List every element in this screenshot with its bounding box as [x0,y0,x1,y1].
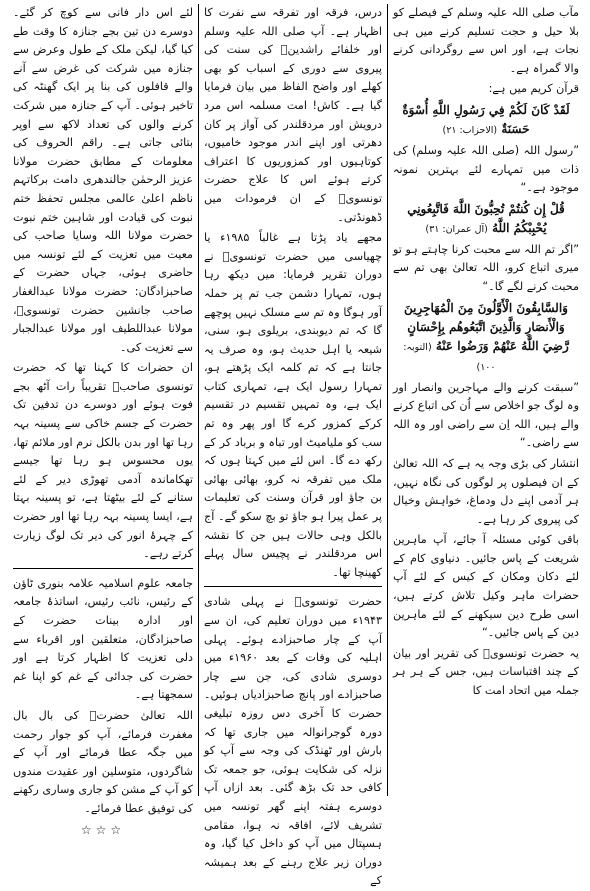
left-paragraph-4: اللہ تعالیٰ حضرتؒ کی بال بال مغفرت فرمائے، آپ کو جوار رحمت میں جگہ عطا فرمائے اور آپ کے شاگردوں، متوسلین اور عقیدت مندوں کو آپ کے مشن کو جاری وساری رکھنے کی توفیق عطا فرمائے۔ [13,708,193,815]
right-paragraph-2: قرآن کریم میں ہے: [488,82,579,96]
three-column-layout [6,4,584,888]
middle-paragraph-2: مجھے یاد پڑتا ہے غالباً ۱۹۸۵ء یا چھیاسی میں حضرت تونسویؒ نے دوران تقریر فرمایا: میں دیکھ رہا ہوں، تمہارا دشمن جب تم پر حملہ آور ہوگا وہ تم سے مسلک نہیں پوچھے گا کہ تم دیوبندی، بریلوی ہو، سنی، شیعہ یا اہل حدیث ہو، وہ صرف یہ جانتا ہے کہ تم کلمہ ایک پڑھتے ہو، تمہارا رسول ایک ہے، تمہاری کتاب ایک ہے، وہ تمہیں تقسیم در تقسیم کرکے کمزور کرے گا اور پھر وہ تم سب کو ملیامیٹ اور تباہ و برباد کر کے رکھ دے گا۔ اس لئے میں کہتا ہوں کہ ملک میں تفرقہ نہ کرو، بھائی بھائی بن جاؤ اور قرآن وسنت کی تعلیمات پر عمل پیرا ہو جاؤ تو بچ سکو گے۔ آج بالکل وہی حالات ہیں جن کا نقشہ اس مردقلندر نے پچیس سال پہلے کھینچا تھا۔ [204,231,382,579]
left-paragraph-2: ان حضرات کا کہنا تھا کہ حضرت تونسوی صاحبؒ تقریباً رات آٹھ بجے فوت ہوئے اور دوسرے دن تدفین تک حضرت کے جسم خاکی سے پسینہ بہہ رہا تھا اور بدن بالکل نرم اور ملائم تھا، یوں محسوس ہو رہا تھا جیسے تھکاماندہ آدمی تھوڑی دیر کے لئے ستانے کے لئے بیٹھتا ہے، تو پسینہ بہتا ہے، ایسا پسینہ بہہ رہا تھا اور حضرت کے چہرۂ انور کی دیر تک لوگ زیارت کرتے رہے۔ [13,361,193,561]
left-paragraph-1: لئے اس دار فانی سے کوچ کر گئے۔ دوسرے دن تین بجے جنازہ کا وقت طے کیا گیا، لیکن ملک کے طول وعرض سے جنازہ میں شرکت کی غرض سے آنے والے قافلوں کی بنا پر ایک گھنٹہ کی تاخیر ہوئی۔ آپ کے جنازہ میں شرکت کرنے والوں کی تعداد لاکھ سے اوپر بتائی جاتی ہے۔ راقم الحروف کی معلومات کے مطابق حضرت مولانا عزیز الرحمٰن جالندھری دامت برکاتہم ناظم اعلیٰ عالمی مجلس تحفظ ختم نبوت کی قیادت اور شاہین ختم نبوت حضرت مولانا اللہ وسایا صاحب کی معیت میں تعزیت کے لئے تونسہ میں حاضری ہوئی، جہاں حضرت کے صاحبزادگان: حضرت مولانا عبدالغفار صاحب جانشین حضرت تونسویؒ، مولانا عبداللطیف اور مولانا عبدالجبار سے تعزیت کی۔ [13,6,193,354]
quran-verse-2-text: قُلْ إِن كُنتُمْ تُحِبُّونَ اللَّهَ فَاتَّبِعُونِي يُحْبِبْكُمُ اللَّهُ [407,201,565,235]
quran-verse-1-reference: (الاحزاب: ۲۱) [442,124,498,136]
section-divider [204,586,382,587]
quran-verse-3-reference: (التوبہ: ۱۰۰) [403,341,496,373]
middle-paragraph-3: حضرت تونسویؒ نے پہلی شادی ۱۹۴۳ء میں دوران تعلیم کی، ان سے آپ کے چار صاحبزادے ہوئے۔ پہلی اہلیہ کی وفات کے بعد ۱۹۶۰ء میں دوسری شادی کی، جن سے چار صاحبزادے اور پانچ صاحبزادیاں ہوئیں۔ حضرت کا آخری دس روزہ تبلیغی دورہ گوجرانوالہ میں جاری تھا کہ بارش اور ٹھنڈک کی وجہ سے آپ کو نزلہ کی شکایت ہوئی، جو جمعہ تک کافی حد تک بڑھ گئی۔ بعد ازاں آپ دوسرے ہفتہ اپنے گھر تونسہ میں تشریف لائے، افاقہ نہ ہوا، مقامی ہسپتال میں آپ کو داخل کیا گیا، وہ دوران زیر علاج رہنے کے بعد ہمیشہ کے [204,595,383,888]
quran-verse-3-text: وَالسَّابِقُونَ الْأَوَّلُونَ مِنَ الْمُهَاجِرِينَ وَالْأَنصَارِ وَالَّذِينَ اتَّبَعُوهُم بِإِحْسَانٍ رَّضِيَ اللَّهُ عَنْهُمْ وَرَضُوا عَنْهُ [404,300,569,353]
quran-verse-1-text: لَقَدْ كَانَ لَكُمْ فِي رَسُولِ اللَّهِ أُسْوَةٌ حَسَنَةٌ [402,102,570,136]
quran-verse-3 [393,299,579,377]
quran-verse-1 [393,101,579,140]
left-paragraph-3: جامعہ علوم اسلامیہ علامہ بنوری ٹاؤن کے رئیس، نائب رئیس، اساتذۂ جامعہ اور ادارہ بینات حضرت کے صاحبزادگان، متعلقین اور اقرباء سے دلی تعزیت کا اظہار کرتا ہے اور حضرت کی جدائی کے غم کو اپنا غم سمجھتا ہے۔ [13,576,193,702]
verse-3-translation: ”سبقت کرنے والے مہاجرین وانصار اور وہ لوگ جو اخلاص سے اُن کی اتباع کرنے والے ہیں، اللہ اِن سے راضی اور وہ اللہ سے راضی۔“ [393,380,579,450]
right-paragraph-1: مآب صلی اللہ علیہ وسلم کے فیصلے کو بلا حیل و حجت تسلیم کرنے میں ہی نجات ہے، اور اس سے روگردانی کرنے والا گمراہ ہے۔ [393,6,579,75]
right-paragraph-8: یہ حضرت تونسویؒ کی تقریر اور بیان کے چند اقتباسات ہیں، جس کے ہر ہر جملہ میں اتحاد امت کا [393,646,579,698]
right-paragraph-6: انتشار کی بڑی وجہ یہ ہے کہ اللہ تعالیٰ کے ان فیصلوں پر لوگوں کی نگاہ نہیں، ہر آدمی اپنے دل ودماغ، خواہش وخیال کی پیروی کر رہا ہے۔ [393,456,579,526]
verse-2-translation: ”اگر تم اللہ سے محبت کرنا چاہتے ہو تو میری اتباع کرو، اللہ تعالیٰ بھی تم سے محبت کرنے لگے گا۔“ [393,242,579,293]
column-left [8,4,198,837]
middle-paragraph-1: درس، فرقہ اور تفرقہ سے نفرت کا اظہار ہے۔ آپ صلی اللہ علیہ وسلم اور خلفائے راشدینؓ کی سنت کی پیروی سے دوری کے اسباب کو بھی کھلے اور واضح الفاظ میں بیان فرمایا گیا ہے۔ کاش! امت مسلمہ اس مرد درویش اور مردقلندر کی آواز پر کان دھرتی اور اپنے اندر موجود خامیوں، کوتاہیوں اور کمزوریوں کا اعتراف کرتے ہوئے اس کا علاج حضرت تونسویؒ کے ان فرمودات میں ڈھونڈتی۔ [204,6,382,224]
column-middle [198,4,388,888]
quran-verse-2 [393,200,579,239]
column-right [388,4,584,796]
verse-1-translation: ”رسول اللہ (صلی اللہ علیہ وسلم) کی ذات میں تمہارے لئے بہترین نمونہ موجود ہے۔“ [393,143,579,195]
quran-verse-2-reference: (آل عمران: ۳۱) [425,223,488,235]
right-paragraph-7: باقی کوئی مسئلہ آ جائے، آپ ماہرین شریعت کے پاس جائیں۔ دنیاوی کام کے لئے دکان ومکان کے کیس کے لئے آپ حضرات ماہر وکیل تلاش کرتے ہیں، اسی طرح دین سیکھنے کے لئے ماہرین دین کے پاس جائیں۔“ [393,533,579,640]
section-divider [13,568,193,569]
end-of-article-stars: ☆☆☆ [80,822,126,837]
